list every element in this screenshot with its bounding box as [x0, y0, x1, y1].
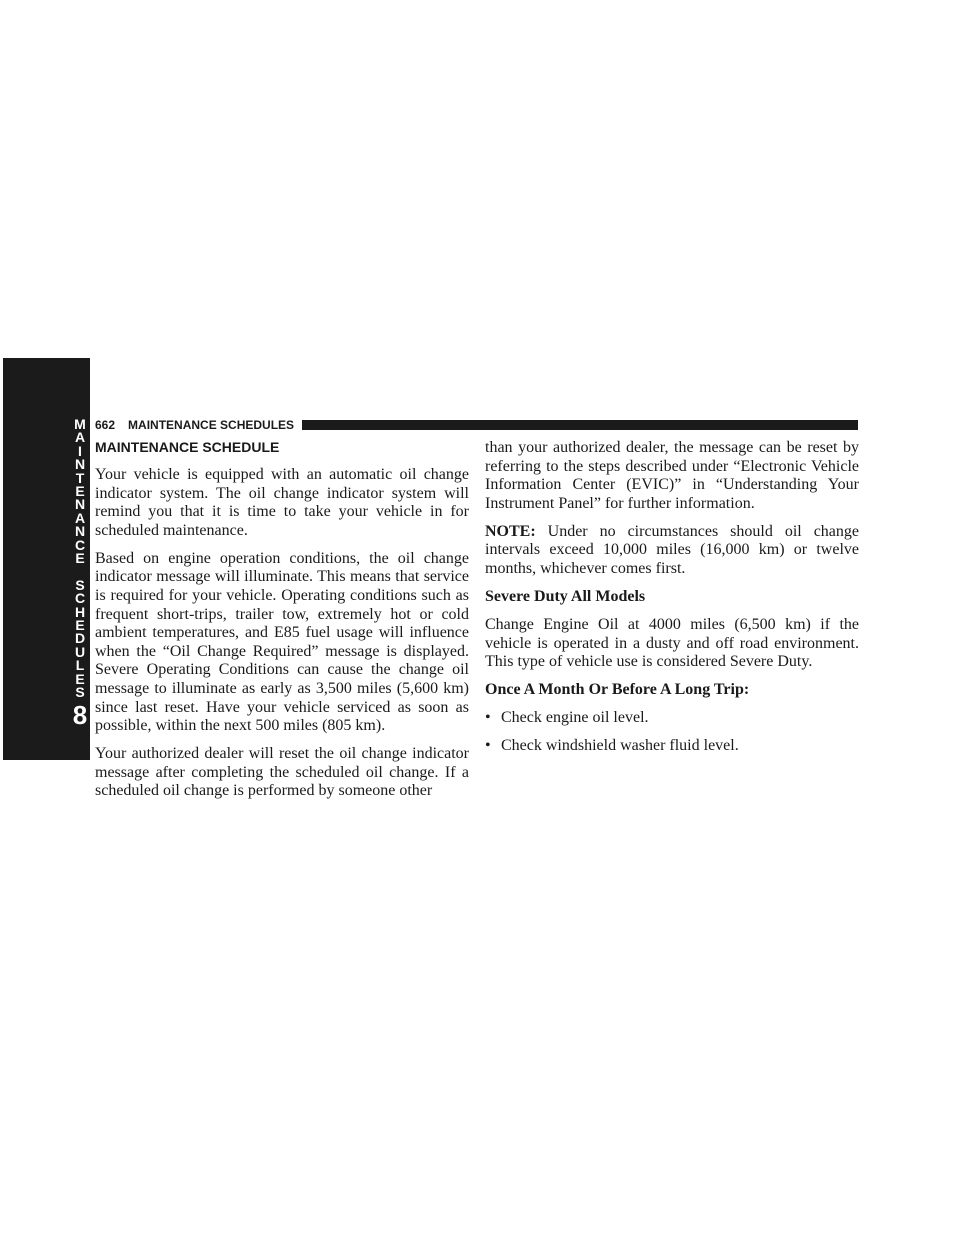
- list-item: [485, 737, 859, 756]
- tab-letter: M: [74, 416, 86, 432]
- tab-letter: A: [74, 509, 86, 526]
- tab-letter: L: [75, 657, 85, 674]
- tab-letter: E: [75, 617, 85, 634]
- severe-duty-heading: Severe Duty All Models: [485, 587, 646, 605]
- paragraph: Based on engine operation conditions, the oil change indicator message will illuminate. This means that service is required for your vehicle. Operating conditions such as frequent short-trips, trailer tow, extremely hot or cold ambient temperatures, and E85 fuel usage will influence when the “Oil Change Required” message is displayed. Severe Operating Conditions can cause the change oil message to illuminate as early as 3,500 miles (5,600 km) since last reset. Have your vehicle serviced as soon as possible, within the next 500 miles (805 km).: [95, 549, 469, 735]
- paragraph: Change Engine Oil at 4000 miles (6,500 km) if the vehicle is operated in a dusty and off road environment. This type of vehicle use is considered Severe Duty.: [485, 615, 859, 671]
- list-item-text: Check windshield washer fluid level.: [501, 737, 739, 755]
- list-item-text: Check engine oil level.: [501, 709, 649, 727]
- list-item: [485, 709, 859, 728]
- tab-letter: N: [74, 523, 86, 540]
- tab-letter: S: [75, 684, 85, 701]
- bullet-icon: •: [485, 709, 491, 727]
- paragraph-continuation: than your authorized dealer, the message can be reset by referring to the steps described under “Electronic Vehicle Information Center (EVIC)” in “Understanding Your Instrument Panel” for further information.: [485, 439, 859, 512]
- tab-letter: D: [74, 630, 86, 647]
- tab-letter: E: [75, 670, 85, 687]
- right-column: [485, 439, 859, 765]
- paragraph: Your authorized dealer will reset the oil change indicator message after completing the scheduled oil change. If a scheduled oil change is performed by someone other: [95, 745, 469, 800]
- tab-letter: N: [74, 456, 86, 473]
- chapter-number: 8: [72, 699, 88, 730]
- tab-letter: S: [75, 576, 85, 593]
- note-label: NOTE:: [485, 522, 536, 540]
- tab-letter: E: [75, 483, 85, 500]
- tab-letter: T: [75, 469, 85, 486]
- bullet-icon: •: [485, 737, 491, 755]
- section-title: MAINTENANCE SCHEDULE: [95, 439, 280, 455]
- checklist: [485, 709, 859, 756]
- tab-letter: E: [75, 550, 85, 567]
- header-rule: [302, 420, 858, 430]
- note-text: Under no circumstances should oil change intervals exceed 10,000 miles (16,000 km) or twelve months, whichever comes first.: [485, 522, 859, 577]
- note-paragraph: [485, 523, 859, 579]
- tab-letter: N: [74, 496, 86, 513]
- tab-letter: I: [78, 442, 82, 459]
- paragraph: Your vehicle is equipped with an automatic oil change indicator system. The oil change indicator system will remind you that it is time to take your vehicle in for scheduled maintenance.: [95, 466, 469, 539]
- section-label: MAINTENANCE SCHEDULES: [128, 417, 295, 432]
- page-number: 662: [95, 417, 116, 432]
- monthly-check-heading: Once A Month Or Before A Long Trip:: [485, 681, 750, 699]
- left-column: [95, 438, 469, 810]
- running-header: [95, 417, 858, 432]
- tab-letter: A: [74, 429, 86, 446]
- tab-letter: U: [74, 643, 86, 660]
- tab-letter: H: [74, 603, 86, 620]
- chapter-tab-label: [71, 418, 89, 728]
- tab-letter: C: [74, 536, 86, 553]
- tab-letter: C: [74, 590, 86, 607]
